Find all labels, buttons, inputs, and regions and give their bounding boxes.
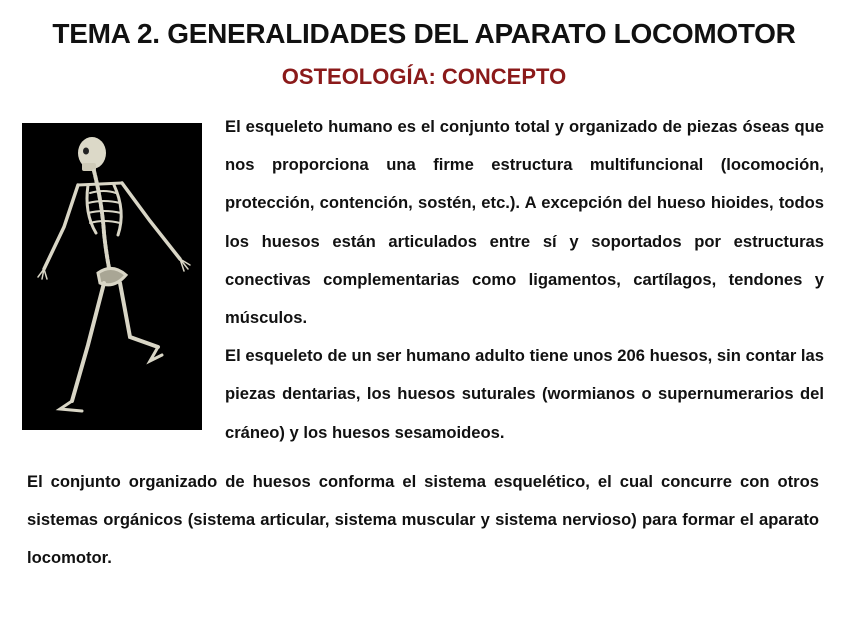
paragraph-bone-count: El esqueleto de un ser humano adulto tiene unos 206 huesos, sin contar las piezas dentarias, los huesos suturales (wormianos o supernumerarios del cráneo) y los huesos sesamoideos. <box>225 346 824 442</box>
paragraph-locomotor-system: El conjunto organizado de huesos conforma el sistema esquelético, el cual concurre con otros sistemas orgánicos (sistema articular, sistema muscular y sistema nervioso) para formar el aparato locomotor. <box>27 472 819 568</box>
skeleton-illustration <box>22 123 202 430</box>
slide-title: TEMA 2. GENERALIDADES DEL APARATO LOCOMOTOR <box>52 18 796 49</box>
slide-subtitle: OSTEOLOGÍA: CONCEPTO <box>281 64 567 89</box>
skeleton-image <box>22 123 202 430</box>
main-text-block <box>225 108 824 452</box>
paragraph-skeleton-definition: El esqueleto humano es el conjunto total y organizado de piezas óseas que nos proporciona una firme estructura multifuncional (locomoción, protección, contención, sostén, etc.). A excepción del hueso hioides, todos los huesos están articulados entre sí y soportados por estructuras conectivas complementarias como ligamentos, cartílagos, tendones y músculos. <box>225 117 824 328</box>
